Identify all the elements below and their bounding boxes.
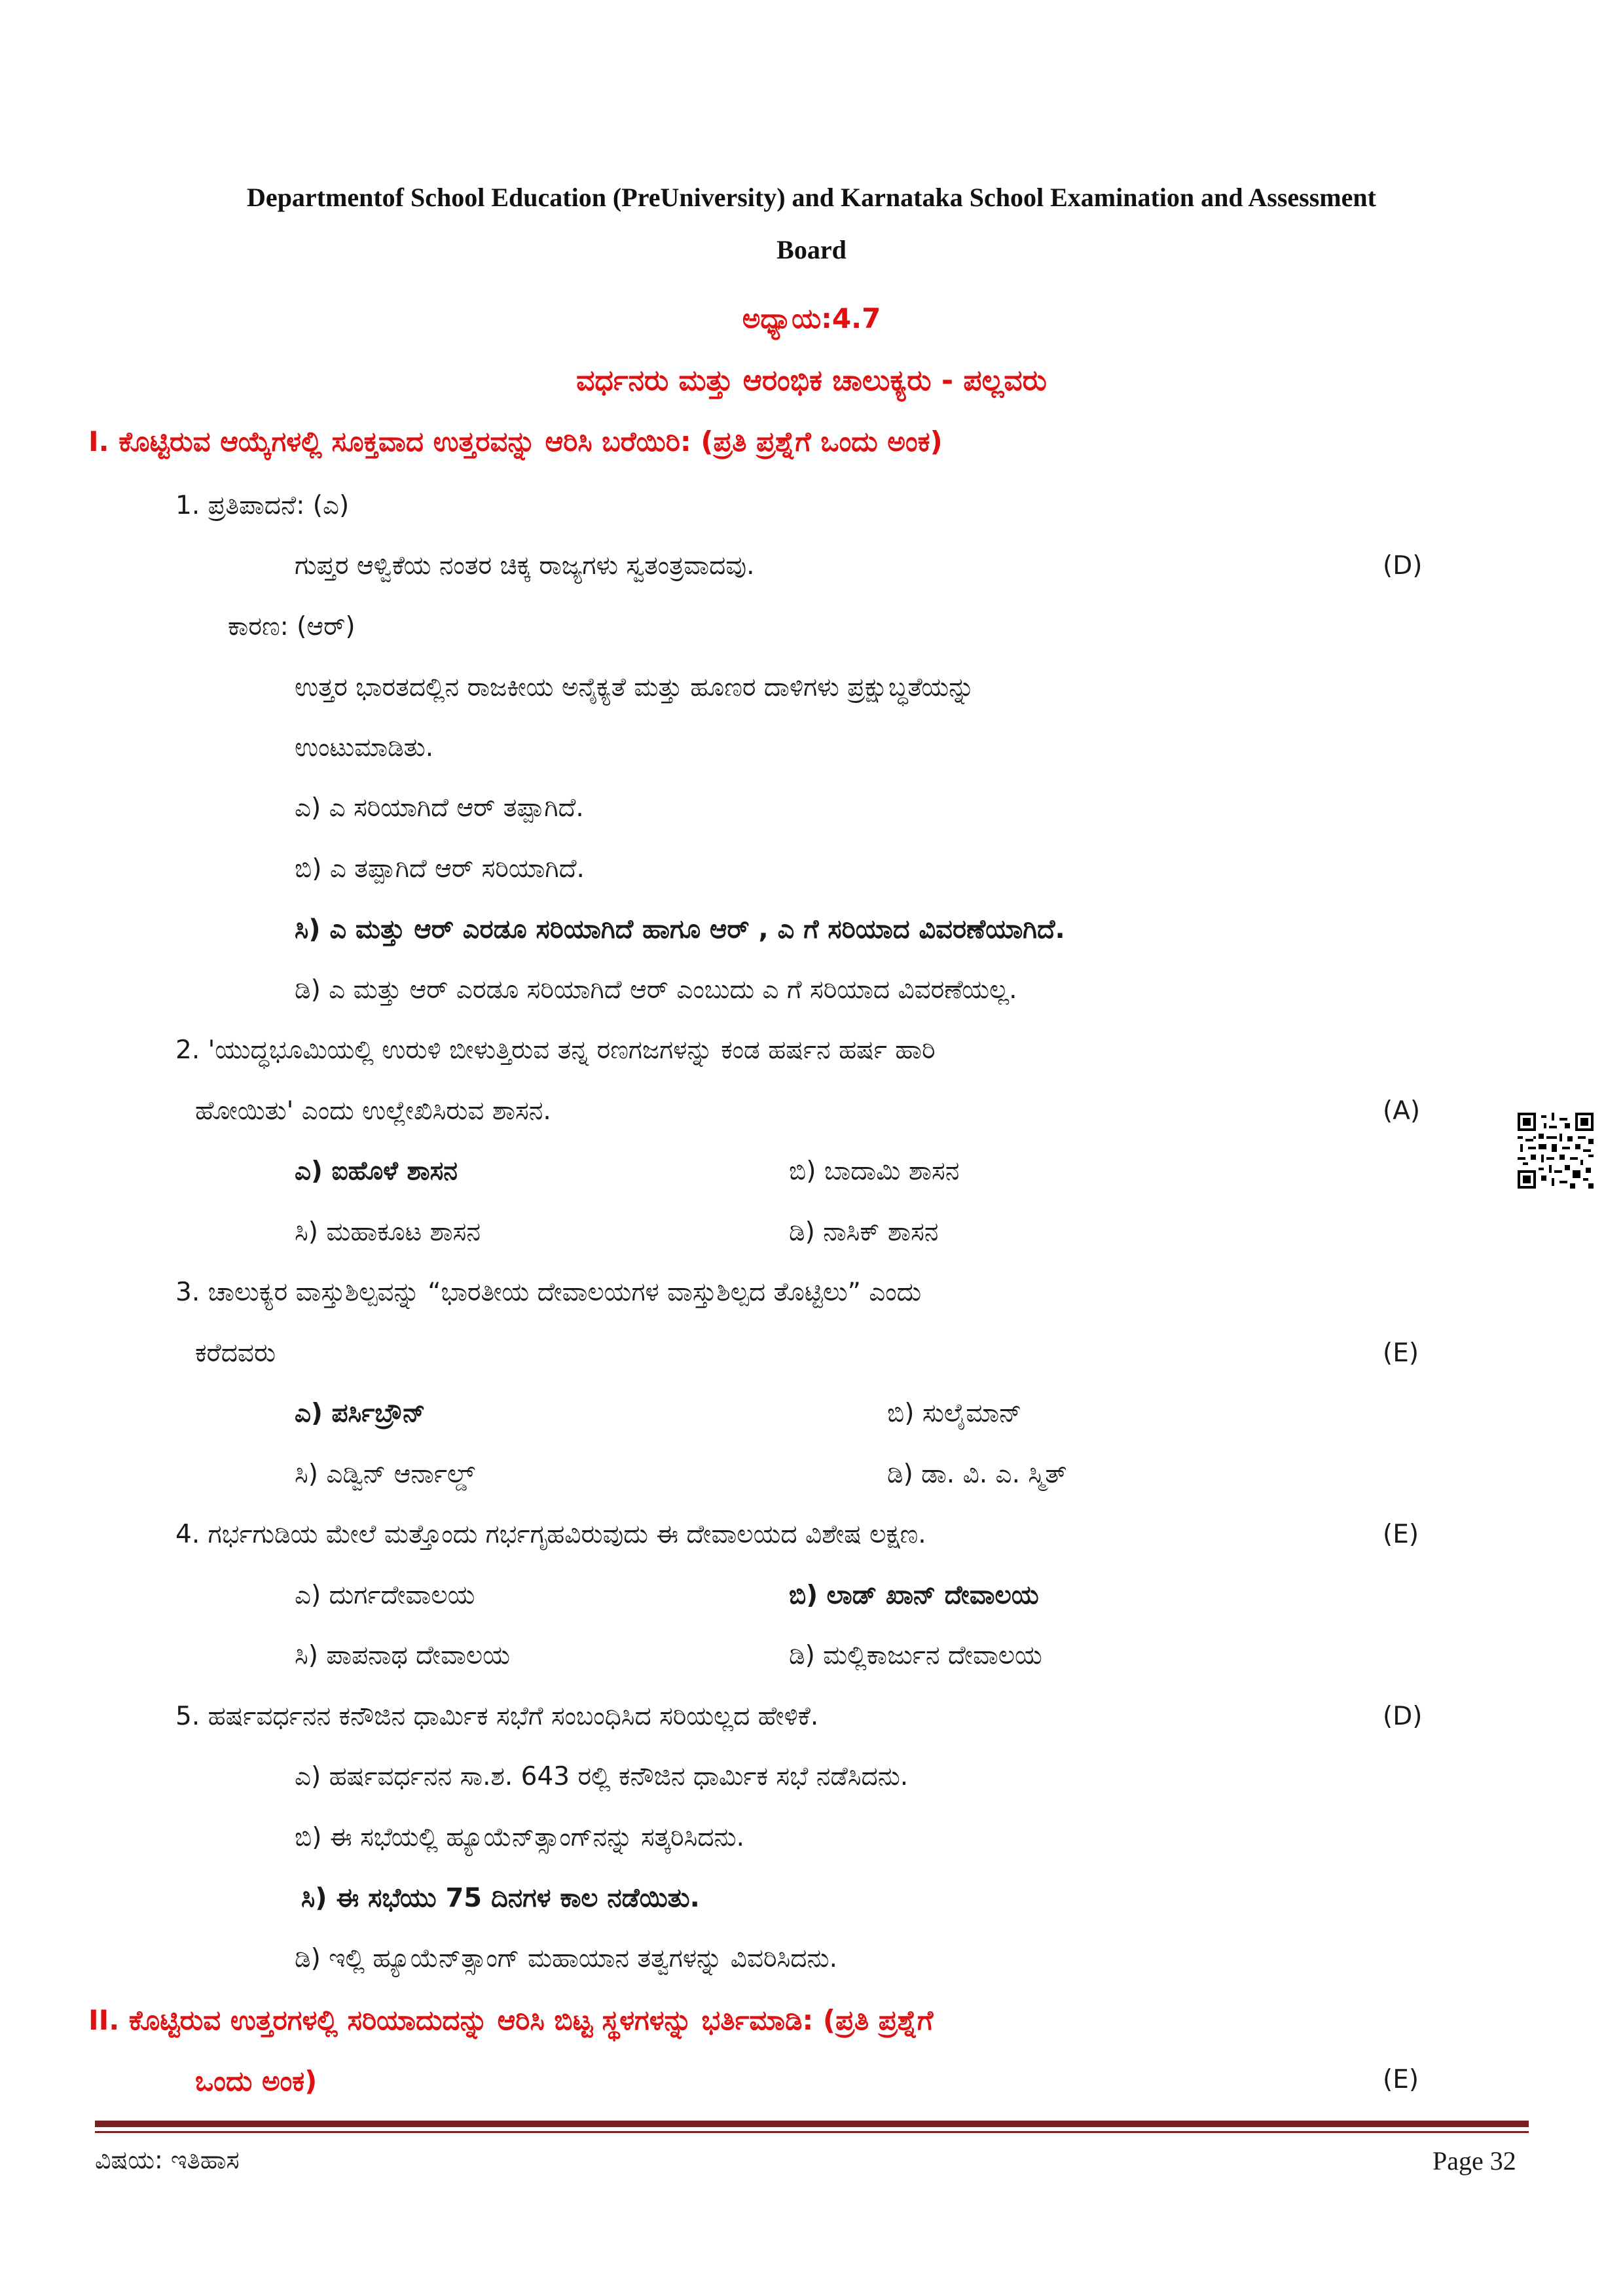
q2-answer-code: (A) [1383,1096,1421,1126]
chapter-title: ವರ್ಧನರು ಮತ್ತು ಆರಂಭಿಕ ಚಾಲುಕ್ಯರು - ಪಲ್ಲವರು [576,364,1047,397]
chapter-number: ಅಧ್ಯಾಯ:4.7 [742,302,881,334]
q5-option-b: ಬಿ) ಈ ಸಭೆಯಲ್ಲಿ ಹ್ಯೂಯೆನ್‌ತ್ಸಾಂಗ್‌ನನ್ನು ಸತ್ಕರಿಸಿದನು. [295,1823,745,1852]
q5-line1: 5. ಹರ್ಷವರ್ಧನನ ಕನೌಜಿನ ಧಾರ್ಮಿಕ ಸಭೆಗೆ ಸಂಬಂಧಿಸಿದ ಸರಿಯಲ್ಲದ ಹೇಳಿಕೆ. [175,1702,819,1731]
qr-code-image [1518,1113,1594,1189]
q1-option-c: ಸಿ) ಎ ಮತ್ತು ಆರ್ ಎರಡೂ ಸರಿಯಾಗಿದೆ ಹಾಗೂ ಆರ್ , ಎ ಗೆ ಸರಿಯಾದ ವಿವರಣೆಯಾಗಿದೆ. [295,914,1065,944]
section1-title: I. ಕೊಟ್ಟಿರುವ ಆಯ್ಕೆಗಳಲ್ಲಿ ಸೂಕ್ತವಾದ ಉತ್ತರವನ್ನು ಆರಿಸಿ ಬರೆಯಿರಿ: (ಪ್ರತಿ ಪ್ರಶ್ನೆಗೆ ಒಂದು ಅಂಕ) [88,425,943,457]
footer-divider-thin [95,2131,1529,2133]
footer-divider-thick [95,2121,1529,2127]
footer-page-number: Page 32 [1432,2146,1516,2176]
q4-line1: 4. ಗರ್ಭಗುಡಿಯ ಮೇಲೆ ಮತ್ತೊಂದು ಗರ್ಭಗೃಹವಿರುವುದು ಈ ದೇವಾಲಯದ ವಿಶೇಷ ಲಕ್ಷಣ. [175,1520,926,1549]
q2-line1: 2. 'ಯುದ್ಧಭೂಮಿಯಲ್ಲಿ ಉರುಳಿ ಬೀಳುತ್ತಿರುವ ತನ್ನ ರಣಗಜಗಳನ್ನು ಕಂಡ ಹರ್ಷನ ಹರ್ಷ ಹಾರಿ [175,1035,936,1065]
q5-option-d: ಡಿ) ಇಲ್ಲಿ ಹ್ಯೂಯೆನ್‌ತ್ಸಾಂಗ್ ಮಹಾಯಾನ ತತ್ವಗಳನ್ನು ವಿವರಿಸಿದನು. [295,1944,837,1973]
board-title-line2: Board [776,235,847,264]
q3-option-a: ಎ) ಪರ್ಸಿಬ್ರೌನ್ [295,1399,426,1428]
section2-title-line2: ಒಂದು ಅಂಕ) [195,2065,318,2097]
section2-answer-code: (E) [1383,2065,1419,2094]
q1-assertion: ಗುಪ್ತರ ಆಳ್ವಿಕೆಯ ನಂತರ ಚಿಕ್ಕ ರಾಜ್ಯಗಳು ಸ್ವತಂತ್ರವಾದವು. [295,551,755,581]
q1-reason-line1: ಉತ್ತರ ಭಾರತದಲ್ಲಿನ ರಾಜಕೀಯ ಅನೈಕ್ಯತೆ ಮತ್ತು ಹೂಣರ ದಾಳಿಗಳು ಪ್ರಕ್ಷುಬ್ಧತೆಯನ್ನು [295,673,975,702]
q2-option-a: ಎ) ಐಹೊಳೆ ಶಾಸನ [295,1157,458,1186]
q2-option-c: ಸಿ) ಮಹಾಕೂಟ ಶಾಸನ [295,1217,481,1247]
q3-answer-code: (E) [1383,1338,1419,1368]
q5-answer-code: (D) [1383,1702,1423,1731]
footer-subject: ವಿಷಯ: ಇತಿಹಾಸ [95,2145,240,2174]
q3-line1: 3. ಚಾಲುಕ್ಯರ ವಾಸ್ತುಶಿಲ್ಪವನ್ನು “ಭಾರತೀಯ ದೇವಾಲಯಗಳ ವಾಸ್ತುಶಿಲ್ಪದ ತೊಟ್ಟಿಲು” ಎಂದು [175,1278,922,1307]
q4-option-a: ಎ) ದುರ್ಗದೇವಾಲಯ [295,1581,475,1610]
q1-reason-label: ಕಾರಣ: (ಆರ್) [228,612,356,641]
q2-option-b: ಬಿ) ಬಾದಾಮಿ ಶಾಸನ [789,1157,960,1186]
q1-reason-line2: ಉಂಟುಮಾಡಿತು. [295,733,434,762]
q5-option-c: ಸಿ) ಈ ಸಭೆಯು 75 ದಿನಗಳ ಕಾಲ ನಡೆಯಿತು. [301,1883,700,1913]
board-title-line1: Departmentof School Education (PreUniversity) and Karnataka School Examination and Assessment [247,183,1376,212]
q1-option-b: ಬಿ) ಎ ತಪ್ಪಾಗಿದೆ ಆರ್ ಸರಿಯಾಗಿದೆ. [295,854,585,884]
q1-assertion-label: 1. ಪ್ರತಿಪಾದನೆ: (ಎ) [175,491,350,520]
q3-option-b: ಬಿ) ಸುಲೈಮಾನ್ [887,1399,1022,1428]
q3-line2: ಕರೆದವರು [195,1338,276,1368]
q4-option-d: ಡಿ) ಮಲ್ಲಿಕಾರ್ಜುನ ದೇವಾಲಯ [789,1641,1042,1670]
q1-option-d: ಡಿ) ಎ ಮತ್ತು ಆರ್ ಎರಡೂ ಸರಿಯಾಗಿದೆ ಆರ್ ಎಂಬುದು ಎ ಗೆ ಸರಿಯಾದ ವಿವರಣೆಯಲ್ಲ. [295,975,1017,1005]
q3-option-d: ಡಿ) ಡಾ. ವಿ. ಎ. ಸ್ಮಿತ್ [887,1460,1067,1489]
q2-option-d: ಡಿ) ನಾಸಿಕ್ ಶಾಸನ [789,1217,939,1247]
q1-option-a: ಎ) ಎ ಸರಿಯಾಗಿದೆ ಆರ್ ತಪ್ಪಾಗಿದೆ. [295,793,584,823]
q4-option-c: ಸಿ) ಪಾಪನಾಥ ದೇವಾಲಯ [295,1641,510,1670]
q1-answer-code: (D) [1383,551,1423,581]
q3-option-c: ಸಿ) ಎಡ್ವಿನ್ ಆರ್ನಾಲ್ಡ್ [295,1460,475,1489]
q5-option-a: ಎ) ಹರ್ಷವರ್ಧನನ ಸಾ.ಶ. 643 ರಲ್ಲಿ ಕನೌಜಿನ ಧಾರ್ಮಿಕ ಸಭೆ ನಡೆಸಿದನು. [295,1762,909,1791]
q4-answer-code: (E) [1383,1520,1419,1549]
section2-title-line1: II. ಕೊಟ್ಟಿರುವ ಉತ್ತರಗಳಲ್ಲಿ ಸರಿಯಾದುದನ್ನು ಆರಿಸಿ ಬಿಟ್ಟ ಸ್ಥಳಗಳನ್ನು ಭರ್ತಿಮಾಡಿ: (ಪ್ರತಿ ಪ್ರಶ್ನೆಗೆ [88,2004,934,2036]
q4-option-b: ಬಿ) ಲಾಡ್ ಖಾನ್ ದೇವಾಲಯ [789,1581,1039,1610]
q2-line2: ಹೋಯಿತು' ಎಂದು ಉಲ್ಲೇಖಿಸಿರುವ ಶಾಸನ. [195,1096,551,1126]
